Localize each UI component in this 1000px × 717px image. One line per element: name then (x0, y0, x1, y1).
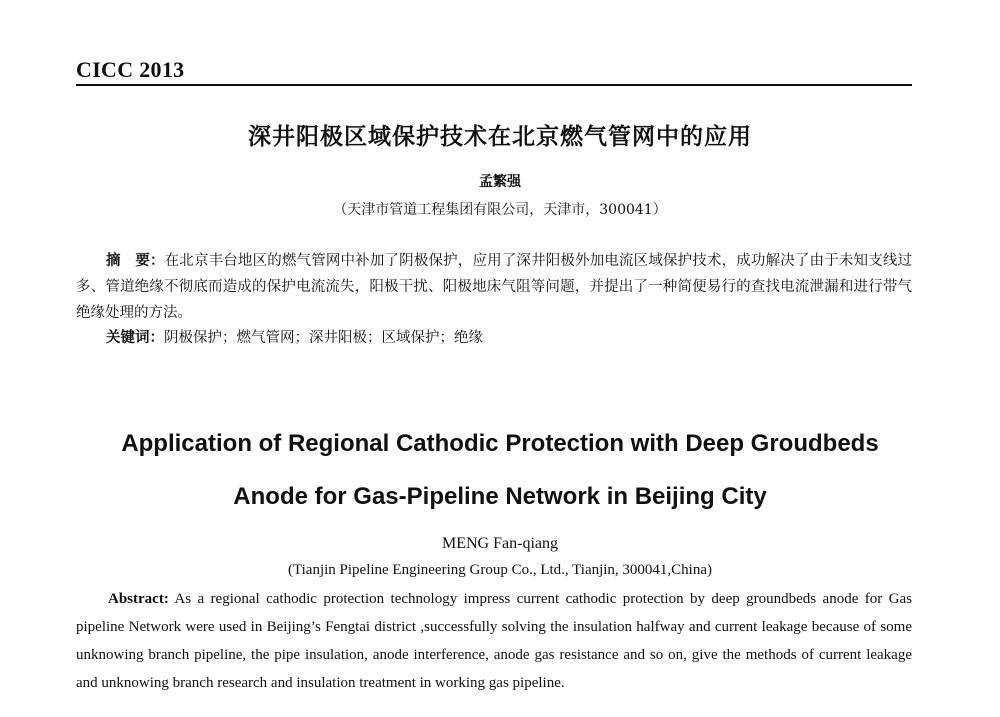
english-abstract (76, 585, 912, 697)
english-title-line1: Application of Regional Cathodic Protection with Deep Groudbeds (121, 430, 879, 457)
english-author: MENG Fan-qiang (442, 535, 558, 552)
chinese-abstract-text: 在北京丰台地区的燃气管网中补加了阴极保护，应用了深井阳极外加电流区域保护技术，成功解决了由于未知支线过多、管道绝缘不彻底而造成的保护电流流失，阳极干扰、阳极地床气阻等问题，并提出了一种简便易行的查找电流泄漏和进行带气绝缘处理的方法。 (76, 253, 913, 321)
english-affiliation: (Tianjin Pipeline Engineering Group Co., Ltd., Tianjin, 300041,China) (287, 562, 713, 578)
english-abstract-label: Abstract: (108, 591, 169, 607)
chinese-abstract-label: 摘 要： (106, 253, 165, 269)
chinese-affiliation: （天津市管道工程集团有限公司，天津市，300041） (333, 202, 667, 218)
english-title-line2: Anode for Gas-Pipeline Network in Beijing City (233, 483, 767, 510)
journal-name: CICC 2013 (76, 57, 185, 82)
chinese-abstract (76, 248, 912, 326)
chinese-keywords-text: 阴极保护；燃气管网；深井阳极；区域保护；绝缘 (164, 330, 483, 346)
journal-header (76, 58, 912, 86)
chinese-keywords-label: 关键词： (106, 330, 164, 346)
english-abstract-text: As a regional cathodic protection technology impress current cathodic protection by deep groundbeds anode for Gas pipeline Network were used in Beijing’s Fengtai district ,successfully solving the insulation halfway and current leakage because of some unknowing branch pipeline, the pipe insulation, anode interference, anode gas resistance and so on, give the methods of current leakage and unknowing branch research and insulation treatment in working gas pipeline. (76, 591, 912, 691)
chinese-author: 孟繁强 (479, 174, 521, 190)
chinese-keywords (106, 325, 483, 351)
chinese-title: 深井阳极区域保护技术在北京燃气管网中的应用 (248, 124, 752, 150)
